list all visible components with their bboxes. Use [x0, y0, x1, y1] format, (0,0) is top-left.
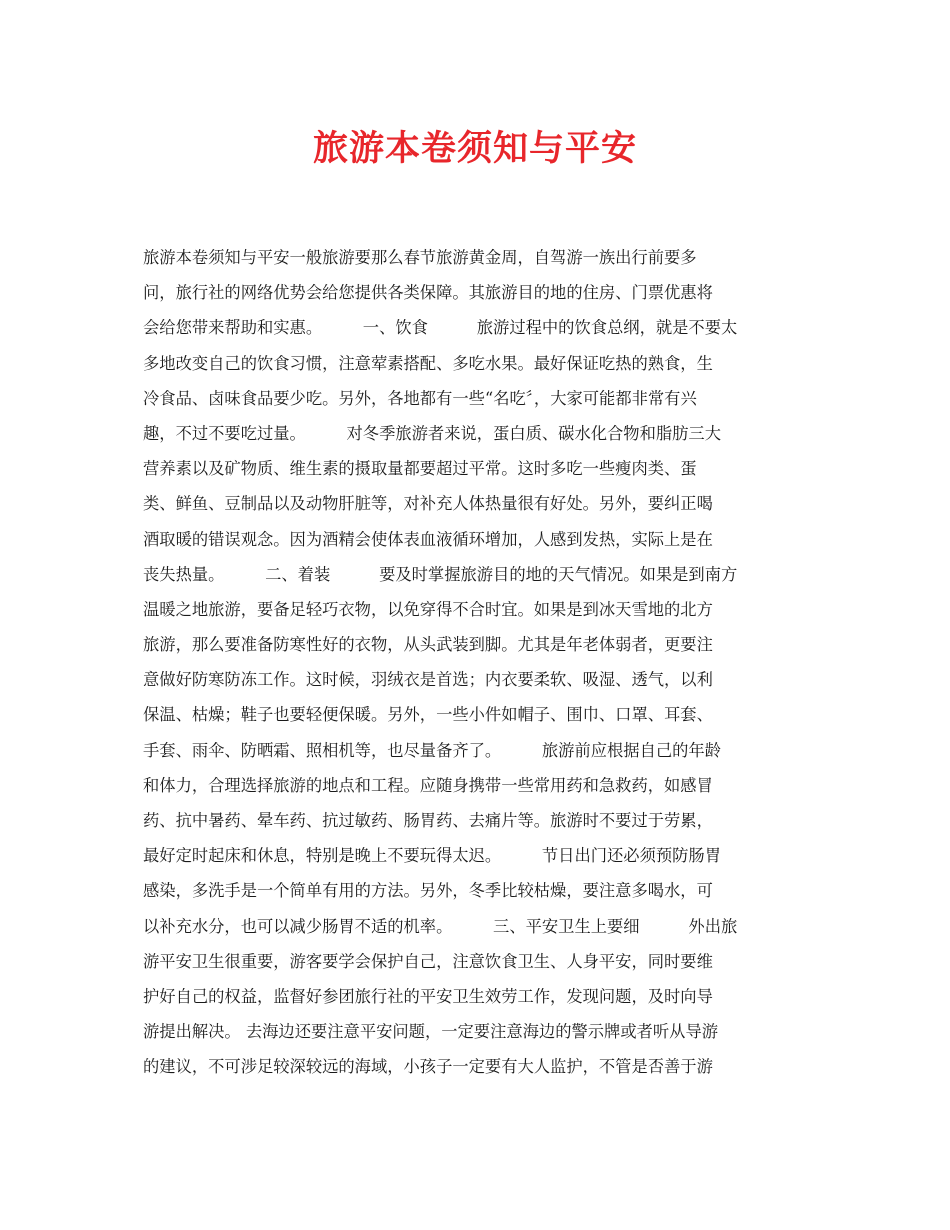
body-text-line: 问，旅行社的网络优势会给您提供各类保障。其旅游目的地的住房、门票优惠将 [143, 283, 713, 303]
body-text-line: 和体力，合理选择旅游的地点和工程。应随身携带一些常用药和急救药，如感冒 [143, 775, 713, 795]
body-text-line: 的建议，不可涉足较深较远的海域，小孩子一定要有大人监护，不管是否善于游 [143, 1057, 713, 1077]
body-text-line: 丧失热量。 二、着装 要及时掌握旅游目的地的天气情况。如果是到南方 [143, 564, 738, 584]
body-text-line: 类、鲜鱼、豆制品以及动物肝脏等，对补充人体热量很有好处。另外，要纠正喝 [143, 494, 713, 514]
body-text-line: 保温、枯燥；鞋子也要轻便保暖。另外，一些小件如帽子、围巾、口罩、耳套、 [143, 705, 713, 725]
body-text-line: 游提出解决。 去海边还要注意平安问题，一定要注意海边的警示牌或者听从导游 [143, 1022, 719, 1042]
body-text-line: 冷食品、卤味食品要少吃。另外，各地都有一些“名吃〞，大家可能都非常有兴 [143, 388, 697, 408]
body-text-line: 温暖之地旅游，要备足轻巧衣物，以免穿得不合时宜。如果是到冰天雪地的北方 [143, 599, 713, 619]
body-text-line: 最好定时起床和休息，特别是晚上不要玩得太迟。 节日出门还必须预防肠胃 [143, 846, 721, 866]
body-text-line: 以补充水分，也可以减少肠胃不适的机率。 三、平安卫生上要细 外出旅 [143, 916, 738, 936]
document-title: 旅游本卷须知与平安 [312, 128, 637, 169]
body-text-line: 酒取暖的错误观念。因为酒精会使体表血液循环增加，人感到发热，实际上是在 [143, 529, 713, 549]
document-body [143, 240, 813, 1085]
body-text-line: 旅游，那么要准备防寒性好的衣物，从头武装到脚。尤其是年老体弱者，更要注 [143, 635, 713, 655]
body-text-line: 游平安卫生很重要，游客要学会保护自己，注意饮食卫生、人身平安，同时要维 [143, 951, 713, 971]
body-text-line: 药、抗中暑药、晕车药、抗过敏药、肠胃药、去痛片等。旅游时不要过于劳累， [143, 811, 713, 830]
body-text-line: 手套、雨伞、防晒霜、照相机等，也尽量备齐了。 旅游前应根据自己的年龄 [143, 740, 721, 760]
body-text-line: 旅游本卷须知与平安一般旅游要那么春节旅游黄金周，自驾游一族出行前要多 [143, 248, 697, 267]
body-text-line: 护好自己的权益，监督好参团旅行社的平安卫生效劳工作，发现问题，及时向导 [143, 986, 713, 1006]
body-text-line: 多地改变自己的饮食习惯，注意荤素搭配、多吃水果。最好保证吃热的熟食，生 [143, 353, 713, 373]
body-text-line: 感染，多洗手是一个简单有用的方法。另外，冬季比较枯燥，要注意多喝水，可 [143, 881, 713, 901]
body-text-line: 意做好防寒防冻工作。这时候，羽绒衣是首选；内衣要柔软、吸湿、透气，以利 [143, 670, 713, 690]
body-text-line: 趣，不过不要吃过量。 对冬季旅游者来说，蛋白质、碳水化合物和脂肪三大 [143, 423, 721, 443]
body-text-line: 会给您带来帮助和实惠。 一、饮食 旅游过程中的饮食总纲，就是不要太 [143, 318, 738, 338]
body-text-line: 营养素以及矿物质、维生素的摄取量都要超过平常。这时多吃一些瘦肉类、蛋 [143, 459, 697, 479]
